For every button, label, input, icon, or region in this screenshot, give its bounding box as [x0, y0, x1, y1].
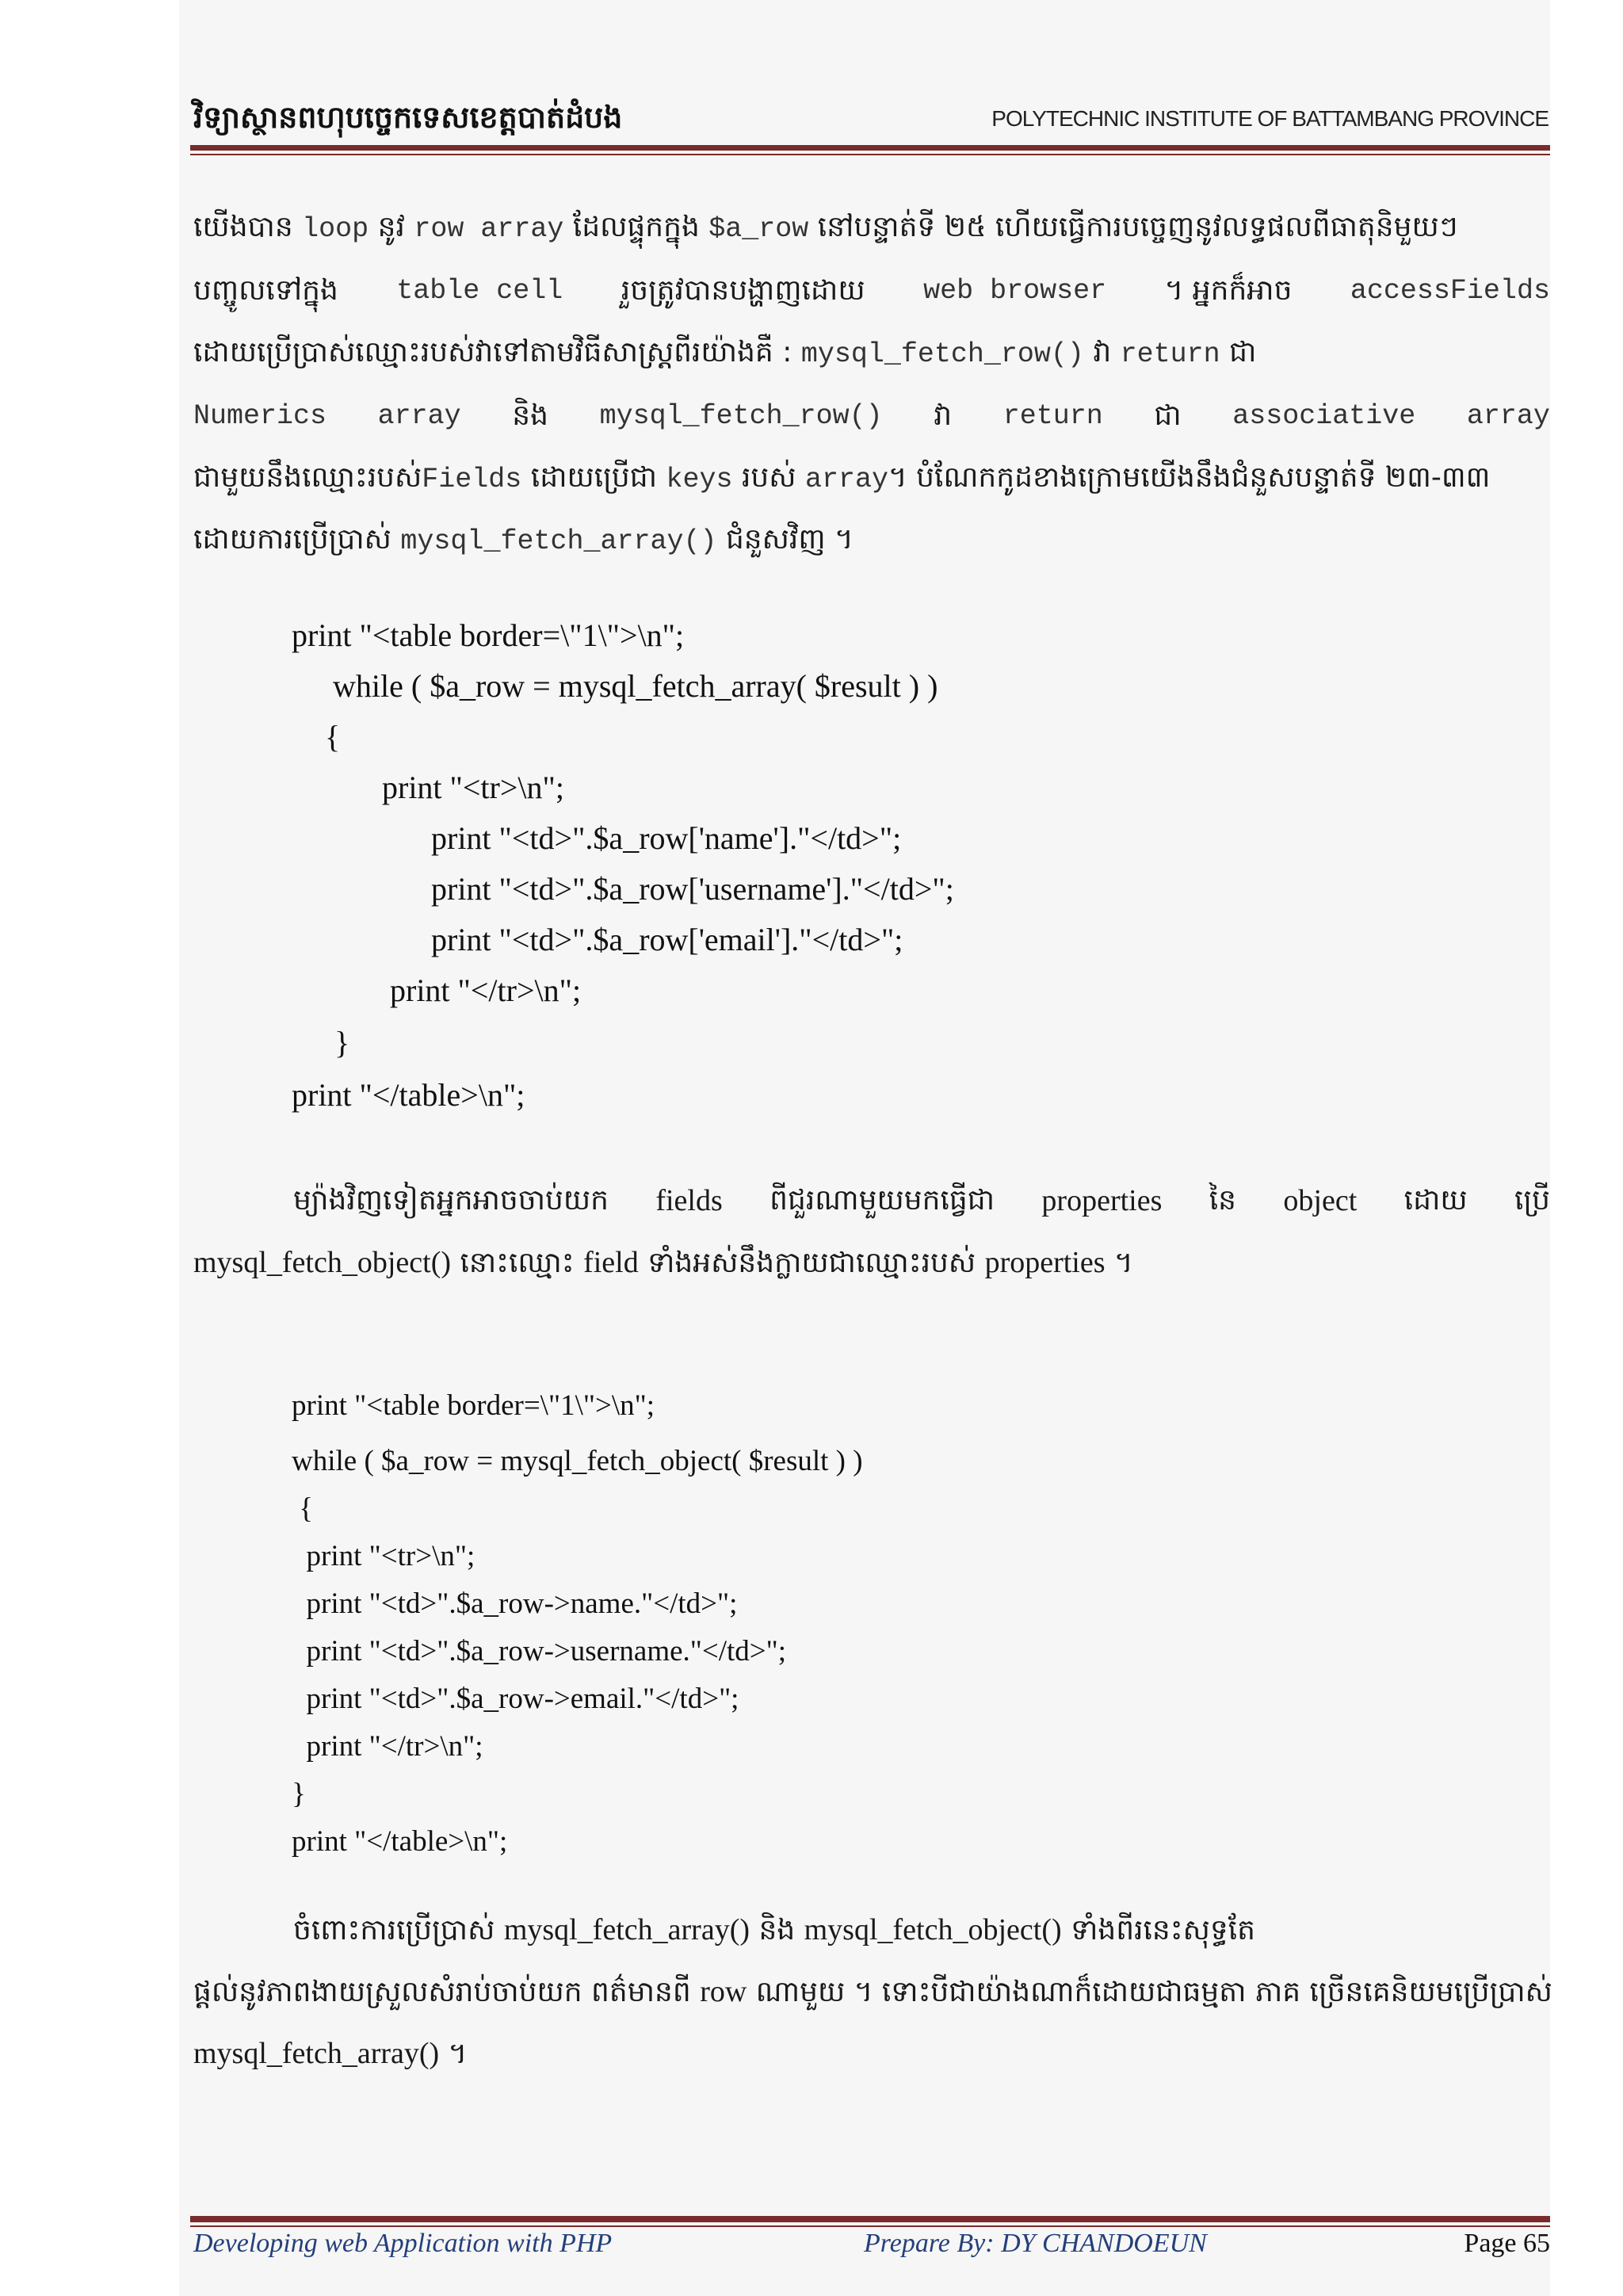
- code1-line: print "</tr>\n";: [390, 972, 582, 1008]
- code2-line: print "<td>".$a_row->name."</td>";: [292, 1587, 738, 1620]
- header-institute-khmer: វិទ្យាស្ថានពហុបច្ចេកទេសខេត្តបាត់ដំបង: [193, 100, 623, 135]
- code-term: return: [1002, 400, 1103, 432]
- text: ប្រើ: [1514, 1184, 1550, 1217]
- text: ដោយប្រើជា: [530, 461, 658, 494]
- para3-line1: [293, 1910, 1550, 1950]
- text: ។: [1113, 1247, 1133, 1279]
- term: mysql_fetch_array(): [503, 1913, 750, 1946]
- term: properties: [1041, 1184, 1163, 1217]
- text: ពីជួរណាមួយមកធ្វើជា: [769, 1184, 995, 1217]
- text: ទាំងអស់នឹងក្លាយជាឈ្មោះរបស់: [647, 1247, 976, 1279]
- text: និង: [758, 1914, 796, 1946]
- code1-line: print "<tr>\n";: [382, 770, 564, 805]
- text: វា: [934, 399, 953, 432]
- footer-author: Prepare By: DY CHANDOEUN: [864, 2229, 1207, 2258]
- code-term: mysql_fetch_row(): [800, 338, 1084, 370]
- header-rule: [190, 145, 1550, 151]
- code-term: table cell: [396, 275, 563, 307]
- code-term: keys: [666, 464, 733, 495]
- code2-line: {: [292, 1492, 314, 1525]
- footer-rule: [190, 2216, 1550, 2222]
- text: យើងបាន: [193, 211, 293, 243]
- code-term: mysql_fetch_row(): [599, 400, 883, 432]
- footer-book-title: Developing web Application with PHP: [193, 2229, 613, 2258]
- code-term: array: [804, 464, 888, 495]
- para1-line3: [193, 333, 1550, 374]
- code-term: Fields: [422, 464, 522, 495]
- text: ជា: [1154, 399, 1182, 432]
- text: ផ្តល់នូវភាពងាយស្រួលសំរាប់ចាប់យក ពត៌មានពី: [193, 1976, 691, 2008]
- text: ដែលផ្ទុកក្នុង: [572, 211, 700, 243]
- para1-line4: [193, 396, 1550, 436]
- term: properties: [984, 1246, 1106, 1279]
- term: mysql_fetch_object(): [193, 1246, 452, 1279]
- code2-line: print "</table>\n";: [292, 1825, 508, 1858]
- code1-line: print "<td>".$a_row['name']."</td>";: [431, 820, 902, 856]
- text: របស់: [741, 461, 796, 494]
- code-term: return: [1120, 338, 1220, 370]
- text: ជា: [1229, 336, 1257, 369]
- text: នូវ: [377, 211, 405, 243]
- text: ដោយ: [1403, 1184, 1468, 1217]
- text: នោះឈ្មោះ: [460, 1247, 575, 1279]
- footer-rule-thin: [190, 2225, 1550, 2227]
- code1-line: while ( $a_row = mysql_fetch_array( $result ) ): [333, 668, 938, 704]
- code-term: web browser: [923, 275, 1107, 307]
- code-term: array: [1466, 400, 1550, 432]
- code-term: associative: [1232, 400, 1416, 432]
- text: ។ អ្នកក៏អាច: [1164, 274, 1293, 307]
- code2-line: print "<td>".$a_row->username."</td>";: [292, 1635, 787, 1668]
- code2-line: print "</tr>\n";: [292, 1730, 483, 1763]
- para2-line1: [293, 1181, 1550, 1221]
- code1-line: }: [334, 1025, 350, 1060]
- para3-line2: [193, 1972, 1550, 2012]
- code1-line: {: [325, 719, 341, 755]
- text: ជាមួយនឹងឈ្មោះរបស់: [193, 461, 422, 494]
- code1-line: print "<td>".$a_row['username']."</td>";: [431, 871, 954, 907]
- code2-line: while ( $a_row = mysql_fetch_object( $result ) ): [292, 1445, 863, 1477]
- text: ទាំងពីរនេះសុទ្ធតែ: [1071, 1914, 1256, 1946]
- code-term: array: [377, 400, 461, 432]
- term: field: [583, 1246, 639, 1279]
- para3-line3: [193, 2034, 1550, 2074]
- code-term: mysql_fetch_array(): [400, 525, 717, 557]
- code1-line: print "<table border=\"1\">\n";: [292, 617, 685, 653]
- code-term: row array: [414, 213, 564, 245]
- para1-line5: [193, 458, 1550, 499]
- text: និង: [512, 399, 548, 432]
- text: ចំពោះការប្រើប្រាស់: [293, 1914, 495, 1946]
- text: វា: [1093, 336, 1112, 369]
- code-term: $a_row: [708, 213, 809, 245]
- para1-line2: [193, 271, 1550, 311]
- header-rule-thin: [190, 154, 1550, 155]
- text: ជំនួសវិញ ។: [725, 523, 854, 556]
- code2-line: print "<tr>\n";: [292, 1540, 475, 1572]
- para1-line6: [193, 520, 1550, 561]
- text: ដោយប្រើប្រាស់ឈ្មោះរបស់វាទៅតាមវិធីសាស្ត្រពីរយ៉ាងគឺ :: [193, 336, 792, 369]
- code1-line: print "</table>\n";: [292, 1077, 525, 1113]
- text: ណាមួយ ។ ទោះបីជាយ៉ាងណាក៏ដោយជាធម្មតា ភាគ ច្រើនគេនិយមប្រើប្រាស់: [755, 1976, 1552, 2008]
- term: object: [1283, 1184, 1358, 1217]
- text: ។: [448, 2038, 468, 2070]
- text: នៅបន្ទាត់ទី ២៥ ហើយធ្វើការបច្ចេញនូវលទ្ធផលពីធាតុនិមួយៗ: [817, 211, 1458, 243]
- text: នៃ: [1209, 1184, 1237, 1217]
- code-term: accessFields: [1350, 275, 1550, 307]
- para2-line2: [193, 1243, 1550, 1283]
- text: ដោយការប្រើប្រាស់: [193, 523, 391, 556]
- code2-line: print "<td>".$a_row->email."</td>";: [292, 1683, 739, 1715]
- code-term: Numerics: [193, 400, 327, 432]
- code2-line: print "<table border=\"1\">\n";: [292, 1389, 655, 1422]
- text: ។ បំណែកកូដខាងក្រោមយើងនឹងជំនួសបន្ទាត់ទី ២៣-៣៣: [888, 461, 1491, 494]
- code-term: loop: [302, 213, 369, 245]
- page-number: Page 65: [1464, 2229, 1550, 2258]
- term: mysql_fetch_object(): [804, 1913, 1062, 1946]
- header-institute-english: POLYTECHNIC INSTITUTE OF BATTAMBANG PROVINCE: [991, 106, 1549, 131]
- code2-line: }: [292, 1778, 306, 1810]
- para1-line1: [193, 208, 1550, 249]
- term: mysql_fetch_array(): [193, 2037, 440, 2070]
- code1-line: print "<td>".$a_row['email']."</td>";: [431, 922, 903, 957]
- text: បញ្ចូលទៅក្នុង: [193, 274, 338, 307]
- term: fields: [655, 1184, 723, 1217]
- text: ម្យ៉ាងវិញទៀតអ្នកអាចចាប់យក: [293, 1184, 609, 1217]
- term: row: [700, 1975, 747, 2008]
- text: រួចត្រូវបានបង្ហាញដោយ: [621, 274, 865, 307]
